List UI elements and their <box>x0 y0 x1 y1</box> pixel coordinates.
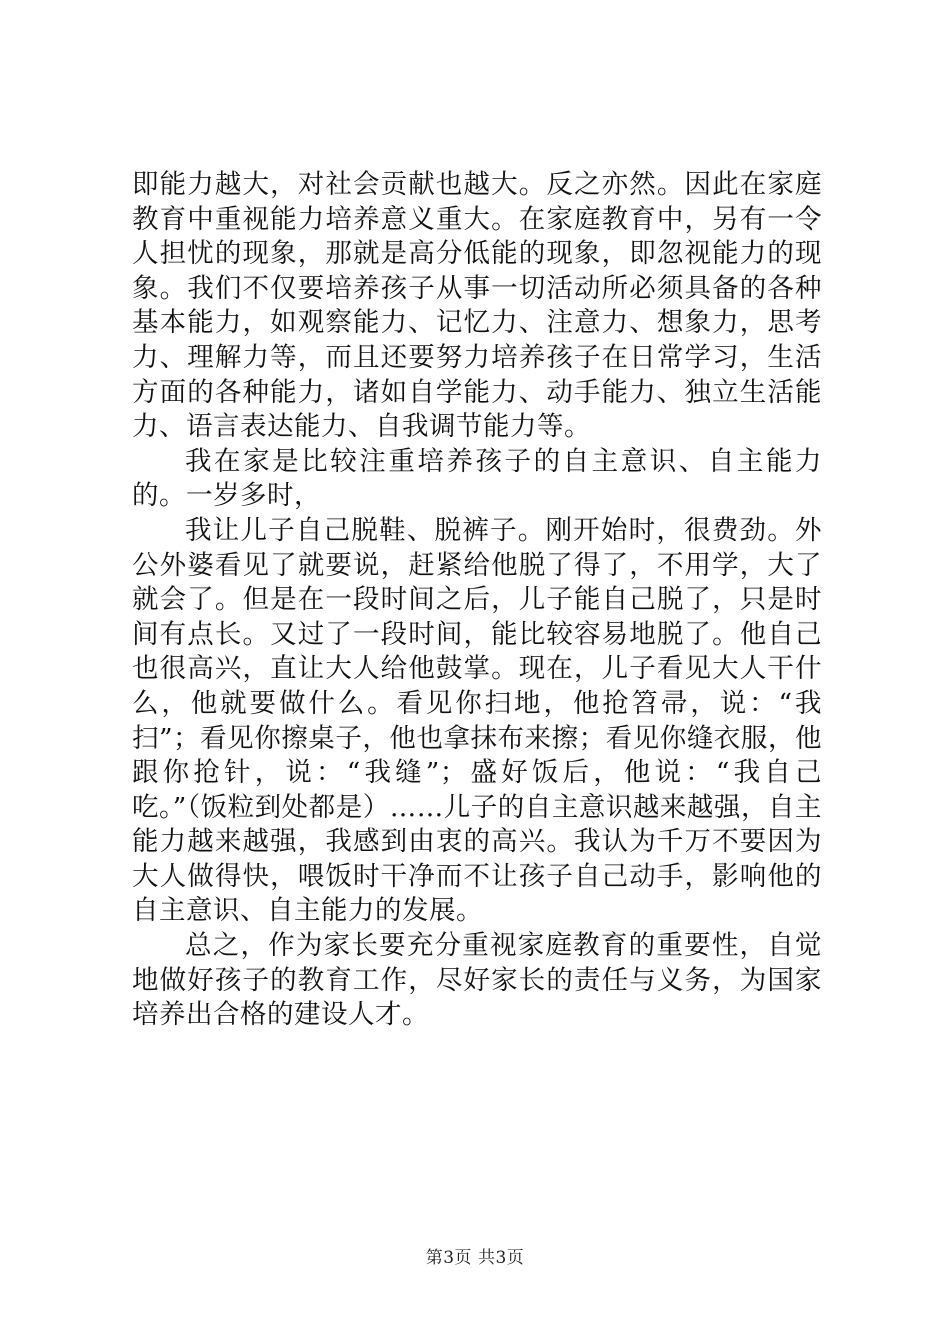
paragraph-intro: 我在家是比较注重培养孩子的自主意识、自主能力的。一岁多时， <box>132 445 822 512</box>
page-footer: 第3页 共3页 <box>425 1248 525 1268</box>
document-body <box>132 168 822 1033</box>
paragraph-conclusion: 总之，作为家长要充分重视家庭教育的重要性，自觉地做好孩子的教育工作，尽好家长的责任与义务，为国家培养出合格的建设人才。 <box>132 930 822 1031</box>
paragraph-example: 我让儿子自己脱鞋、脱裤子。刚开始时，很费劲。外公外婆看见了就要说，赶紧给他脱了得了，不用学，大了就会了。但是在一段时间之后，儿子能自己脱了，只是时间有点长。又过了一段时间，能比较容易地脱了。他自己也很高兴，直让大人给他鼓掌。现在，儿子看见大人干什么，他就要做什么。看见你扫地，他抢笤帚，说：“我扫”；看见你擦桌子，他也拿抹布来擦；看见你缝衣服，他跟你抢针，说：“我缝”；盛好饭后，他说：“我自己吃。”（饭粒到处都是）……儿子的自主意识越来越强，自主能力越来越强，我感到由衷的高兴。我认为千万不要因为大人做得快，喂饭时干净而不让孩子自己动手，影响他的自主意识、自主能力的发展。 <box>132 514 822 927</box>
paragraph-continuation: 即能力越大，对社会贡献也越大。反之亦然。因此在家庭教育中重视能力培养意义重大。在家庭教育中，另有一令人担忧的现象，那就是高分低能的现象，即忽视能力的现象。我们不仅要培养孩子从事一切活动所必须具备的各种基本能力，如观察能力、记忆力、注意力、想象力，思考力、理解力等，而且还要努力培养孩子在日常学习，生活方面的各种能力，诸如自学能力、动手能力、独立生活能力、语言表达能力、自我调节能力等。 <box>132 169 822 443</box>
